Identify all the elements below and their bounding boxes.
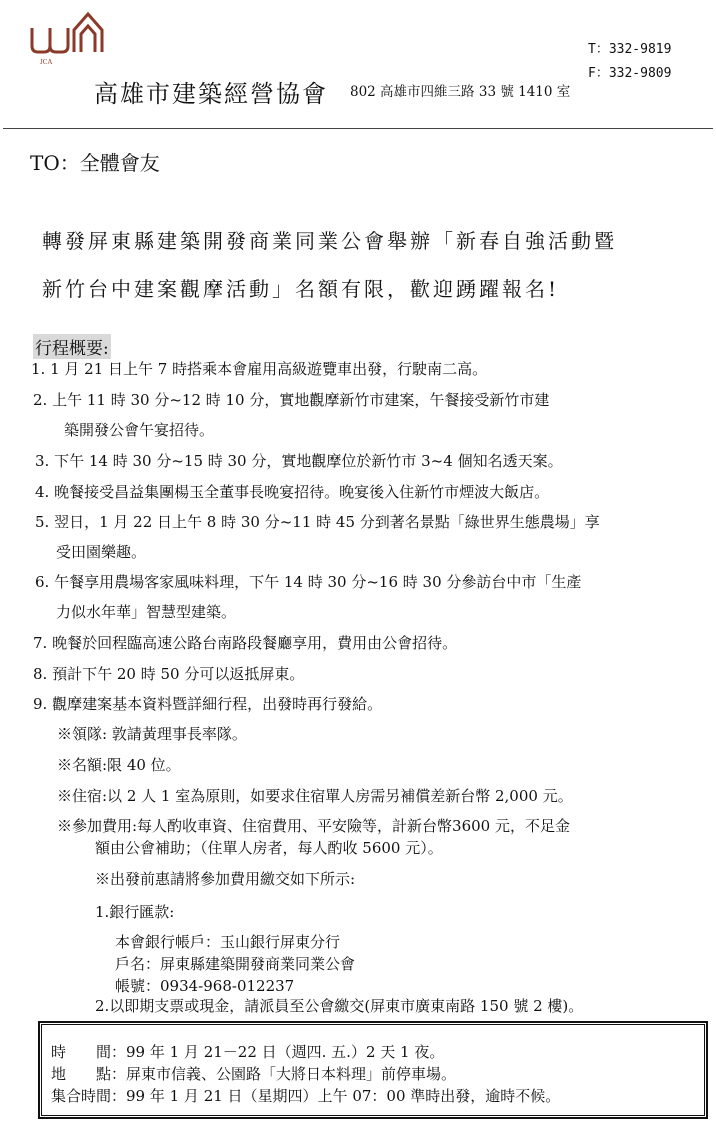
item-8: 8. 預計下午 20 時 50 分可以返抵屏東。 bbox=[33, 665, 305, 683]
org-name: 高雄市建築經營協會 bbox=[94, 80, 328, 108]
note-fee-cont: 額由公會補助；（住單人房者，每人酌收 5600 元）。 bbox=[95, 839, 443, 857]
event-time: 時 間：99 年 1 月 21－22 日（週四. 五.）2 天 1 夜。 bbox=[51, 1043, 445, 1061]
item-6: 6. 午餐享用農場客家風味料理，下午 14 時 30 分~16 時 30 分參訪台中市「生產 bbox=[35, 573, 582, 591]
note-lodging: ※住宿:以 2 人 1 室為原則，如要求住宿單人房需另補償差新台幣 2,000 元。 bbox=[57, 787, 573, 805]
item-6-cont: 力似水年華」智慧型建築。 bbox=[56, 603, 237, 621]
org-address: 802 高雄市四維三路 33 號 1410 室 bbox=[350, 84, 571, 100]
bank-title: 1.銀行匯款: bbox=[95, 903, 175, 921]
note-fee: ※參加費用:每人酌收車資、住宿費用、平安險等，計新台幣3600 元，不足金 bbox=[57, 817, 570, 835]
item-7: 7. 晚餐於回程臨高速公路台南路段餐廳享用，費用由公會招待。 bbox=[33, 634, 458, 652]
item-1: 1. 1 月 21 日上午 7 時搭乘本會雇用高級遊覽車出發，行駛南二高。 bbox=[31, 360, 488, 378]
item-2-cont: 築開發公會午宴招待。 bbox=[64, 421, 215, 439]
headline-line-2: 新竹台中建案觀摩活動」名額有限，歡迎踴躍報名! bbox=[42, 277, 560, 301]
item-5-cont: 受田園樂趣。 bbox=[56, 543, 147, 561]
addressee: TO：全體會友 bbox=[30, 151, 160, 175]
item-4: 4. 晚餐接受昌益集團楊玉全董事長晚宴招待。晚宴後入住新竹市煙波大飯店。 bbox=[35, 483, 550, 501]
payment-intro: ※出發前惠請將參加費用繳交如下所示: bbox=[95, 870, 356, 888]
meeting-time: 集合時間：99 年 1 月 21 日（星期四）上午 07：00 準時出發，逾時不候。 bbox=[51, 1087, 561, 1105]
header-divider bbox=[3, 128, 713, 129]
item-3: 3. 下午 14 時 30 分~15 時 30 分，實地觀摩位於新竹市 3~4 個知名透天案。 bbox=[35, 452, 563, 470]
item-9: 9. 觀摩建案基本資料暨詳細行程，出發時再行發給。 bbox=[33, 695, 383, 713]
section-title: 行程概要: bbox=[33, 334, 111, 359]
org-fax: F：332-9809 bbox=[588, 66, 672, 81]
logo-text: JCA bbox=[40, 58, 53, 66]
jca-logo bbox=[28, 6, 112, 66]
account-name: 戶名：屏東縣建築開發商業同業公會 bbox=[115, 955, 356, 973]
item-2: 2. 上午 11 時 30 分~12 時 10 分，實地觀摩新竹市建案，午餐接受新竹市建 bbox=[33, 391, 550, 409]
note-leader: ※領隊: 敦請黃理事長率隊。 bbox=[57, 725, 247, 743]
bank-account: 本會銀行帳戶：玉山銀行屏東分行 bbox=[115, 933, 341, 951]
item-5: 5. 翌日，1 月 22 日上午 8 時 30 分~11 時 45 分到著名景點「綠世界生態農場」享 bbox=[35, 513, 600, 531]
headline-line-1: 轉發屏東縣建築開發商業同業公會舉辦「新春自強活動暨 bbox=[42, 229, 617, 253]
cash-payment: 2.以即期支票或現金，請派員至公會繳交(屏東市廣東南路 150 號 2 樓)。 bbox=[95, 997, 584, 1015]
org-tel: T：332-9819 bbox=[588, 42, 672, 57]
event-place: 地 點：屏東市信義、公園路「大將日本料理」前停車場。 bbox=[51, 1065, 457, 1083]
note-quota: ※名額:限 40 位。 bbox=[57, 756, 181, 774]
account-number: 帳號：0934-968-012237 bbox=[115, 977, 295, 995]
